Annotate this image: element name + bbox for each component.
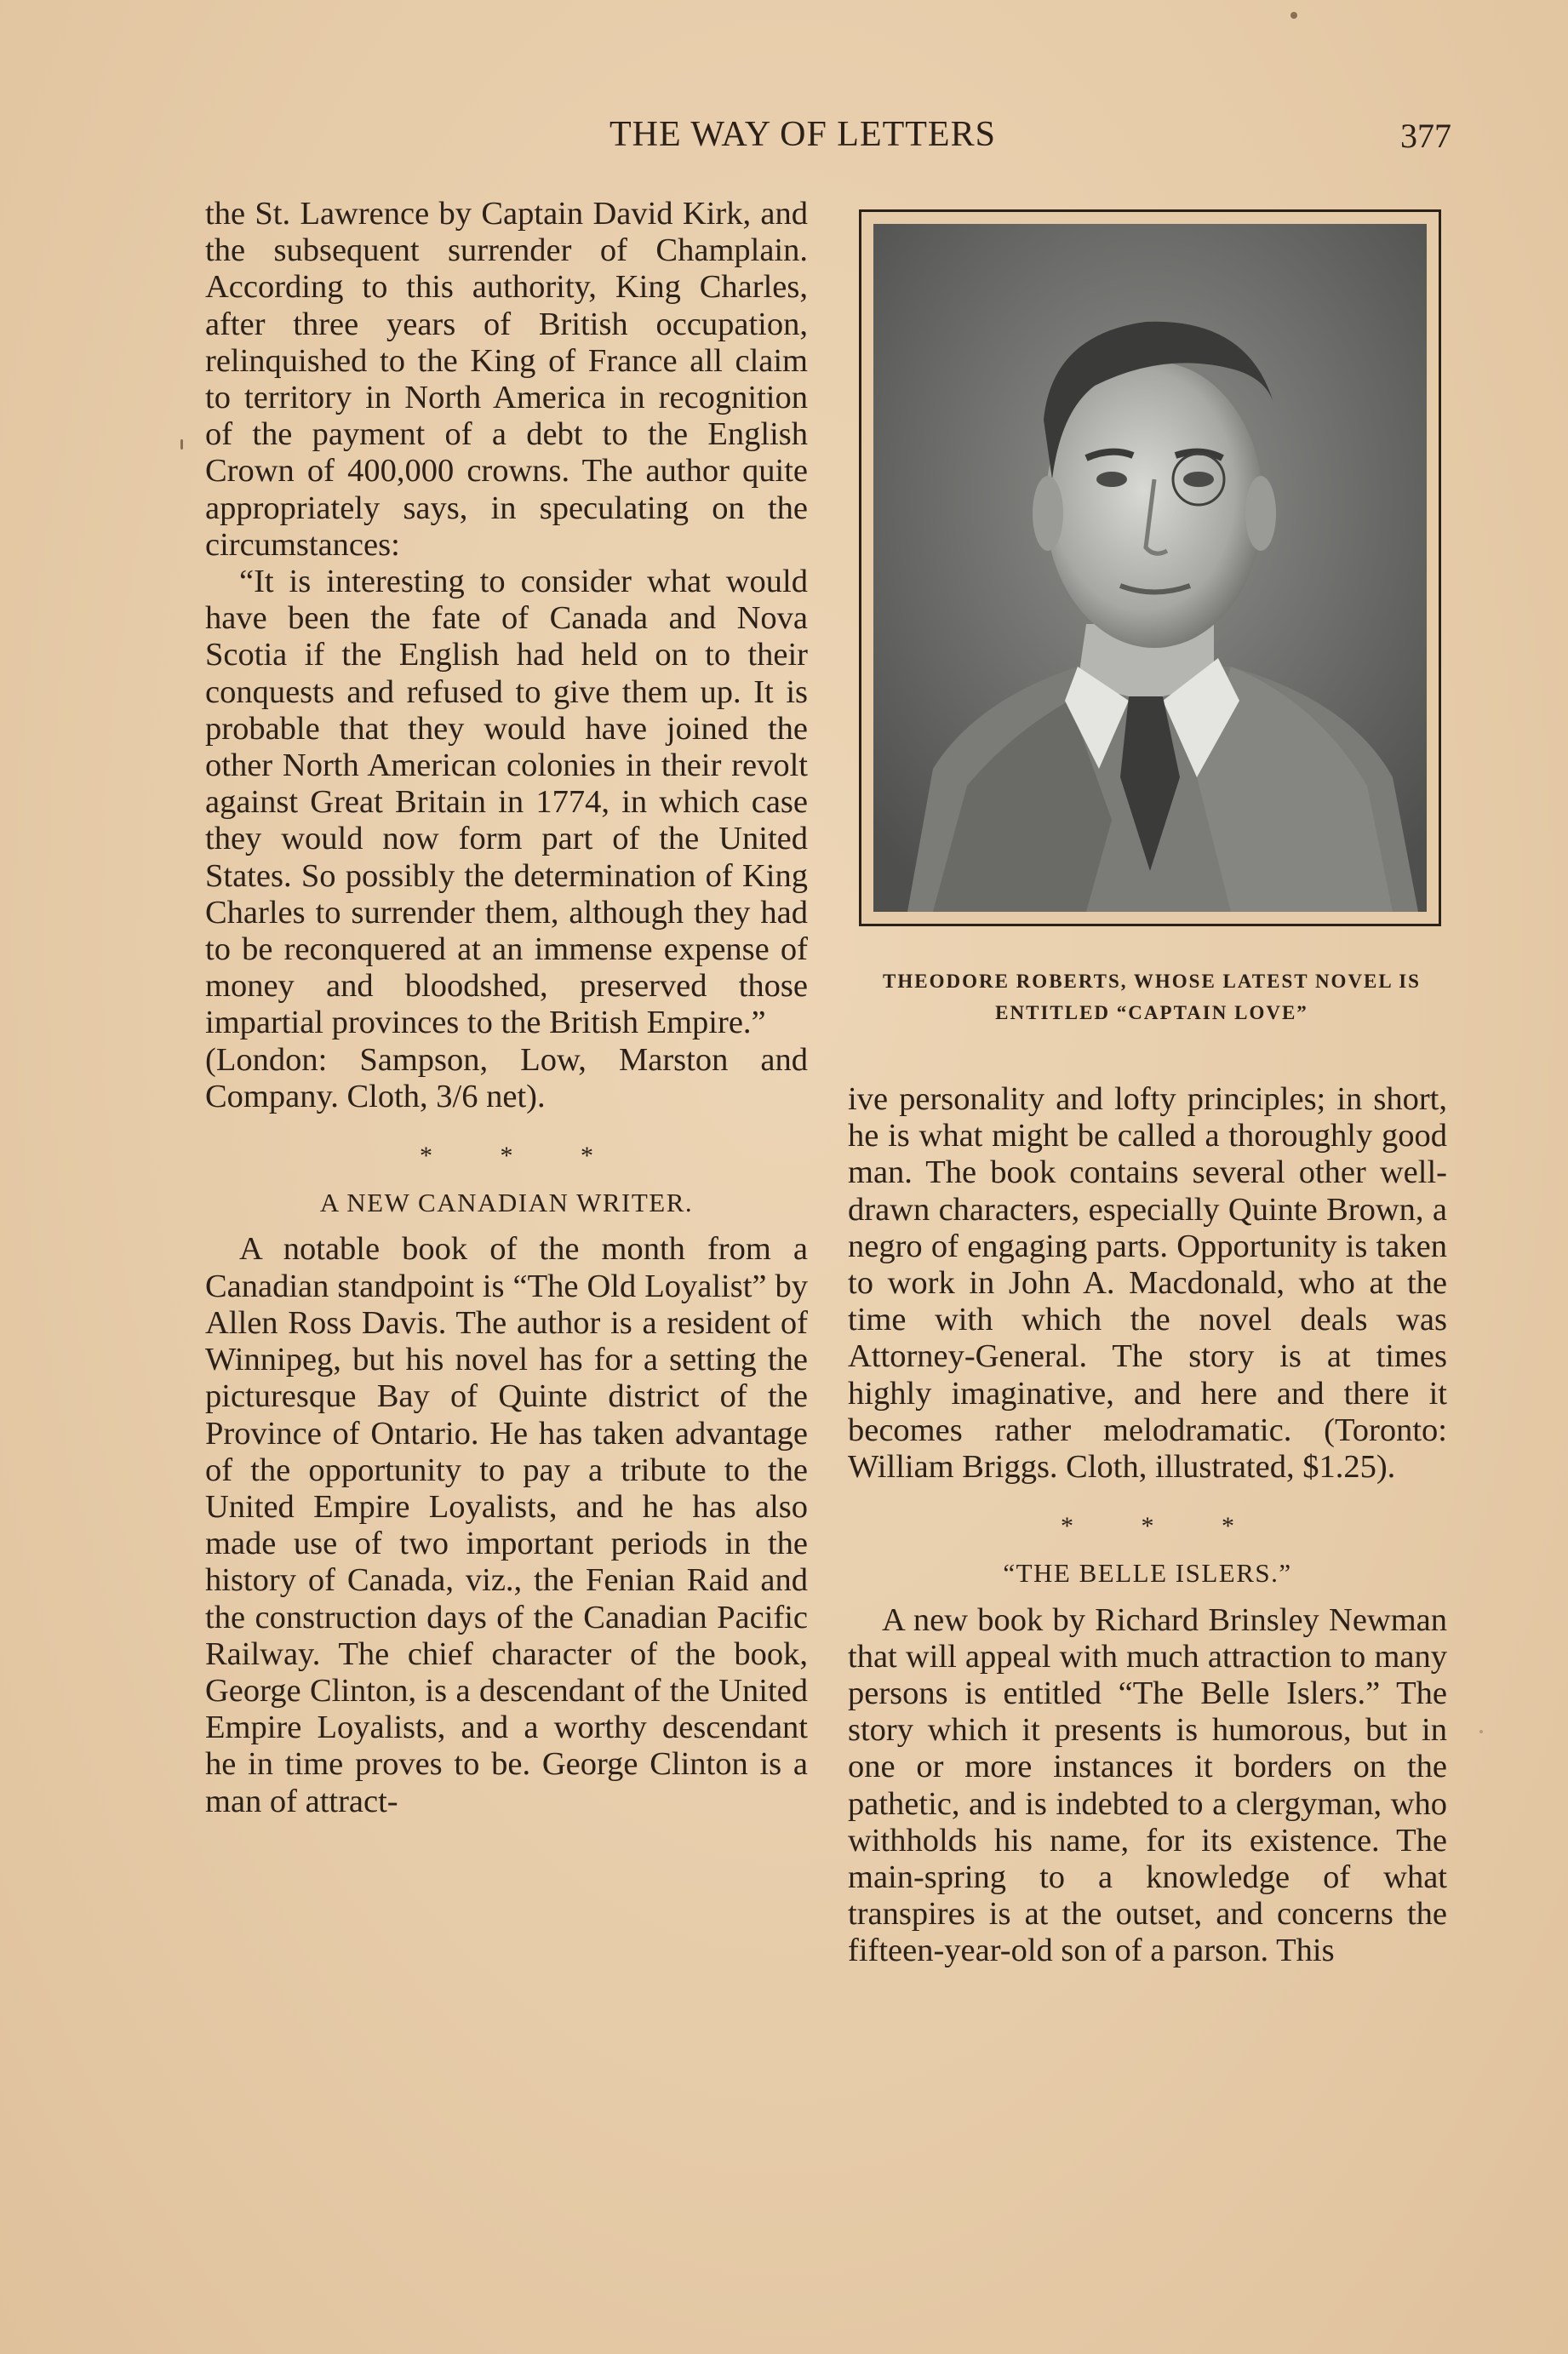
author-portrait — [859, 209, 1441, 926]
paper-speck — [180, 439, 183, 450]
paper-speck — [1290, 12, 1297, 19]
page-number: 377 — [1400, 117, 1451, 155]
running-title: THE WAY OF LETTERS — [609, 115, 996, 154]
section-heading: “THE BELLE ISLERS.” — [1003, 1558, 1292, 1589]
left-column — [205, 196, 808, 1820]
page-header — [0, 114, 1568, 165]
paragraph: A new book by Richard Brinsley Newman that will appeal with much attraction to many persons is entitled “The Belle Islers.” The story which it presents is humorous, but in one or more instances it borders on the pathetic, and is indebted to a clergyman, who withholds his name, for its existence. The main-spring to a knowledge of what transpires is at the outset, and concerns the fifteen-year-old son of a parson. This — [848, 1601, 1447, 1969]
paragraph: ive personality and lofty principles; in short, he is what might be called a thoroughly good man. The book contains several other well-drawn characters, especially Quinte Brown, a negro of engaging parts. Opportunity is taken to work in John A. Macdonald, who at the time with which the novel deals was Attorney-General. The story is at times highly imaginative, and here and there it becomes rather melodramatic. (Toronto: William Briggs. Cloth, illustrated, $1.25). — [848, 1081, 1447, 1486]
portrait-photo — [873, 224, 1427, 912]
right-column — [848, 1081, 1447, 1970]
paper-speck — [1479, 1730, 1483, 1733]
paragraph: A notable book of the month from a Canadian standpoint is “The Old Loyalist” by Allen Ross Davis. The author is a resident of Winnipeg, but his novel has for a setting the picturesque Bay of Quinte district of the Province of Ontario. He has taken advantage of the opportunity to pay a tribute to the United Empire Loyalists, and he has also made use of two important periods in the history of Canada, viz., the Fenian Raid and the construction days of the Canadian Pacific Railway. The chief character of the book, George Clinton, is a descendant of the United Empire Loyalists, and a worthy descendant he in time proves to be. George Clinton is a man of attract- — [205, 1231, 808, 1819]
section-divider: * * * — [1061, 1512, 1265, 1541]
section-heading: A NEW CANADIAN WRITER. — [319, 1188, 694, 1218]
photo-caption: THEODORE ROBERTS, WHOSE LATEST NOVEL IS ENTITLED “CAPTAIN LOVE” — [883, 971, 1421, 1023]
paragraph: the St. Lawrence by Captain David Kirk, and the subsequent surrender of Champlain. According to this authority, King Charles, after three years of British occupation, relinquished to the King of France all claim to territory in North America in recognition of the payment of a debt to the English Crown of 400,000 crowns. The author quite appropriately says, in speculating on the circumstances: — [205, 196, 808, 563]
block-quote: “It is interesting to consider what would have been the fate of Canada and Nova Scotia if the English had held on to their conquests and refused to give them up. It is probable that they would have joined the other North American colonies in their revolt against Great Britain in 1774, in which case they would now form part of the United States. So possibly the determination of King Charles to surrender them, although they had to be reconquered at an immense expense of money and bloodshed, preserved those impartial provinces to the British Empire.” — [205, 564, 808, 1041]
section-divider: * * * — [420, 1142, 624, 1171]
publisher-note: (London: Sampson, Low, Marston and Company. Cloth, 3/6 net). — [205, 1041, 808, 1114]
